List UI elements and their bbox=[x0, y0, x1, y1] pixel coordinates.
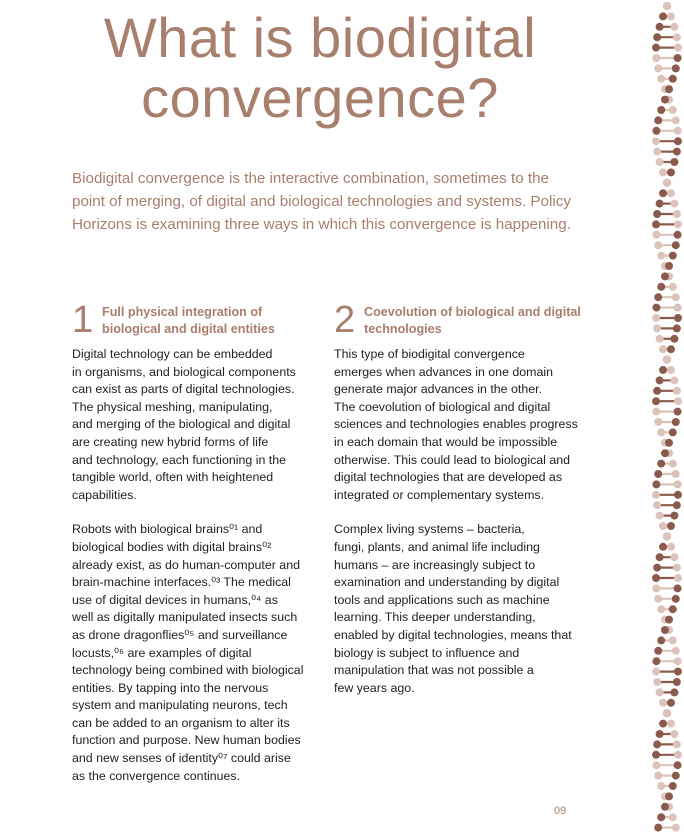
helix-node bbox=[674, 137, 682, 145]
helix-node bbox=[674, 231, 682, 239]
helix-node bbox=[652, 480, 660, 488]
helix-node bbox=[670, 553, 678, 561]
helix-node bbox=[653, 678, 661, 686]
helix-node bbox=[656, 23, 664, 31]
helix-node bbox=[669, 636, 677, 644]
helix-node bbox=[656, 200, 664, 208]
helix-node bbox=[673, 210, 681, 218]
helix-node bbox=[667, 543, 675, 551]
helix-node bbox=[656, 158, 664, 166]
helix-node bbox=[667, 720, 675, 728]
helix-node bbox=[654, 470, 662, 478]
helix-node bbox=[659, 699, 667, 707]
helix-node bbox=[656, 730, 664, 738]
helix-node bbox=[652, 127, 660, 135]
helix-node bbox=[657, 428, 665, 436]
helix-node bbox=[652, 574, 660, 582]
helix-node bbox=[653, 740, 661, 748]
helix-node bbox=[669, 283, 677, 291]
helix-node bbox=[663, 356, 671, 364]
helix-node bbox=[670, 335, 678, 343]
helix-node bbox=[657, 782, 665, 790]
helix-node bbox=[667, 366, 675, 374]
helix-node bbox=[661, 803, 669, 811]
helix-node bbox=[659, 189, 667, 197]
helix-node bbox=[673, 501, 681, 509]
helix-node bbox=[667, 699, 675, 707]
helix-node bbox=[661, 96, 669, 104]
page-title bbox=[0, 8, 640, 128]
helix-node bbox=[656, 553, 664, 561]
section-header bbox=[334, 299, 581, 346]
helix-node bbox=[674, 44, 682, 52]
helix-node bbox=[654, 64, 662, 72]
helix-node bbox=[663, 179, 671, 187]
helix-node bbox=[672, 470, 680, 478]
helix-node bbox=[665, 85, 673, 93]
helix-node bbox=[652, 584, 660, 592]
helix-node bbox=[661, 272, 669, 280]
helix-node bbox=[674, 127, 682, 135]
helix-node bbox=[669, 813, 677, 821]
helix-node bbox=[667, 522, 675, 530]
helix-node bbox=[653, 501, 661, 509]
helix-node bbox=[665, 439, 673, 447]
helix-node bbox=[670, 688, 678, 696]
helix-node bbox=[674, 574, 682, 582]
helix-node bbox=[653, 387, 661, 395]
helix-node bbox=[669, 252, 677, 260]
helix-node bbox=[652, 304, 660, 312]
helix-node bbox=[652, 408, 660, 416]
helix-node bbox=[654, 772, 662, 780]
helix-node bbox=[657, 252, 665, 260]
helix-node bbox=[670, 512, 678, 520]
intro-paragraph: Biodigital convergence is the interactive combination, sometimes to the point of merging, of digital and biological technologies and systems. Policy Horizons is examining three ways in which this convergence is happening. bbox=[72, 170, 571, 233]
helix-node bbox=[652, 657, 660, 665]
helix-node bbox=[654, 595, 662, 603]
helix-node bbox=[661, 626, 669, 634]
helix-node bbox=[653, 564, 661, 572]
helix-node bbox=[654, 824, 662, 832]
helix-node bbox=[667, 12, 675, 20]
helix-node bbox=[665, 792, 673, 800]
helix-node bbox=[670, 376, 678, 384]
helix-node bbox=[656, 376, 664, 384]
helix-node bbox=[653, 33, 661, 41]
helix-node bbox=[673, 33, 681, 41]
helix-node bbox=[667, 168, 675, 176]
section-number: 1 bbox=[72, 299, 94, 341]
helix-node bbox=[672, 772, 680, 780]
helix-node bbox=[673, 740, 681, 748]
title-text: What is biodigital convergence? bbox=[103, 6, 537, 129]
helix-node bbox=[653, 210, 661, 218]
body-paragraph: Complex living systems – bacteria, fungi, plants, and animal life including humans – are increasingly subject to examination and understanding by digital tools and applications such as machine learning. This deeper understanding, enabled by digital technologies, means that biology is subject to influence and manipulation that was not possible a few years ago. bbox=[334, 522, 572, 695]
helix-node bbox=[661, 449, 669, 457]
body-paragraph: Digital technology can be embedded in organisms, and biological components can exist as parts of digital technologies. The physical meshing, manipulating, and merging of the biological and digital are creating new hybrid forms of life and technology, each functioning in the tangible world, often with heightened capabilities. bbox=[72, 347, 296, 502]
helix-node bbox=[670, 158, 678, 166]
helix-node bbox=[652, 231, 660, 239]
helix-node bbox=[652, 668, 660, 676]
helix-node bbox=[654, 418, 662, 426]
helix-node bbox=[659, 522, 667, 530]
helix-node bbox=[653, 324, 661, 332]
helix-node bbox=[657, 460, 665, 468]
section-heading: Full physical integration of biological and digital entities bbox=[102, 305, 275, 336]
helix-node bbox=[652, 761, 660, 769]
helix-node bbox=[659, 12, 667, 20]
page-number: 09 bbox=[554, 805, 567, 817]
helix-node bbox=[663, 709, 671, 717]
helix-node bbox=[667, 189, 675, 197]
helix-node bbox=[652, 137, 660, 145]
body-paragraph: This type of biodigital convergence emerges when advances in one domain generate major advances in the other. The coevolution of biological and digital sciences and technologies enables progress in each domain that would be impossible otherwise. This could lead to biological and digital technologies that are developed as integrated or complementary systems. bbox=[334, 347, 578, 502]
helix-node bbox=[652, 314, 660, 322]
helix-node bbox=[654, 116, 662, 124]
helix-node bbox=[657, 813, 665, 821]
helix-node bbox=[672, 595, 680, 603]
dna-helix-decoration bbox=[650, 0, 684, 838]
helix-node bbox=[673, 678, 681, 686]
helix-node bbox=[657, 283, 665, 291]
helix-node bbox=[659, 366, 667, 374]
helix-node bbox=[669, 106, 677, 114]
body-paragraph: Robots with biological brains⁰¹ and biological bodies with digital brains⁰² already exist, as do human-computer and brain-machine interfaces.⁰³ The medical use of digital devices in humans,⁰⁴ as well as digitally manipulated insects such as drone dragonflies⁰⁵ and surveillance locusts,⁰⁶ are examples of digital technology being combined with biological entities. By tapping into the nervous system and manipulating neurons, tech can be added to an organism to alter its function and purpose. New human bodies and new senses of identity⁰⁷ could arise as the convergence continues. bbox=[72, 522, 304, 783]
helix-node bbox=[659, 543, 667, 551]
helix-node bbox=[674, 304, 682, 312]
helix-node bbox=[654, 293, 662, 301]
helix-node bbox=[654, 241, 662, 249]
helix-node bbox=[653, 148, 661, 156]
helix-node bbox=[674, 657, 682, 665]
helix-node bbox=[674, 408, 682, 416]
helix-node bbox=[669, 460, 677, 468]
helix-node bbox=[652, 220, 660, 228]
helix-node bbox=[669, 782, 677, 790]
helix-node bbox=[672, 293, 680, 301]
helix-node bbox=[665, 262, 673, 270]
helix-node bbox=[674, 761, 682, 769]
helix-node bbox=[674, 491, 682, 499]
helix-node bbox=[670, 730, 678, 738]
helix-node bbox=[659, 345, 667, 353]
helix-node bbox=[656, 512, 664, 520]
helix-node bbox=[669, 605, 677, 613]
section-header bbox=[72, 299, 312, 346]
helix-node bbox=[659, 168, 667, 176]
helix-node bbox=[672, 241, 680, 249]
helix-node bbox=[663, 532, 671, 540]
helix-node bbox=[674, 314, 682, 322]
helix-node bbox=[657, 605, 665, 613]
helix-node bbox=[657, 636, 665, 644]
helix-node bbox=[652, 397, 660, 405]
helix-node bbox=[673, 324, 681, 332]
section-1 bbox=[72, 299, 312, 802]
helix-node bbox=[654, 647, 662, 655]
helix-node bbox=[672, 418, 680, 426]
helix-node bbox=[674, 480, 682, 488]
section-heading: Coevolution of biological and digital technologies bbox=[364, 305, 581, 336]
helix-node bbox=[657, 75, 665, 83]
helix-node bbox=[669, 75, 677, 83]
helix-node bbox=[652, 54, 660, 62]
helix-node bbox=[652, 44, 660, 52]
helix-node bbox=[673, 148, 681, 156]
helix-node bbox=[674, 220, 682, 228]
helix-node bbox=[652, 491, 660, 499]
helix-node bbox=[670, 200, 678, 208]
helix-node bbox=[674, 668, 682, 676]
helix-node bbox=[673, 564, 681, 572]
helix-node bbox=[659, 720, 667, 728]
helix-node bbox=[672, 824, 680, 832]
helix-node bbox=[672, 116, 680, 124]
helix-node bbox=[674, 54, 682, 62]
helix-node bbox=[672, 647, 680, 655]
helix-node bbox=[657, 106, 665, 114]
helix-node bbox=[674, 751, 682, 759]
helix-node bbox=[663, 2, 671, 10]
helix-node bbox=[674, 397, 682, 405]
helix-node bbox=[672, 64, 680, 72]
helix-node bbox=[669, 428, 677, 436]
helix-node bbox=[674, 584, 682, 592]
section-2 bbox=[334, 299, 581, 714]
section-number: 2 bbox=[334, 299, 356, 341]
helix-node bbox=[656, 335, 664, 343]
helix-node bbox=[673, 387, 681, 395]
helix-node bbox=[665, 616, 673, 624]
helix-node bbox=[667, 345, 675, 353]
helix-node bbox=[670, 23, 678, 31]
helix-node bbox=[652, 751, 660, 759]
helix-node bbox=[656, 688, 664, 696]
